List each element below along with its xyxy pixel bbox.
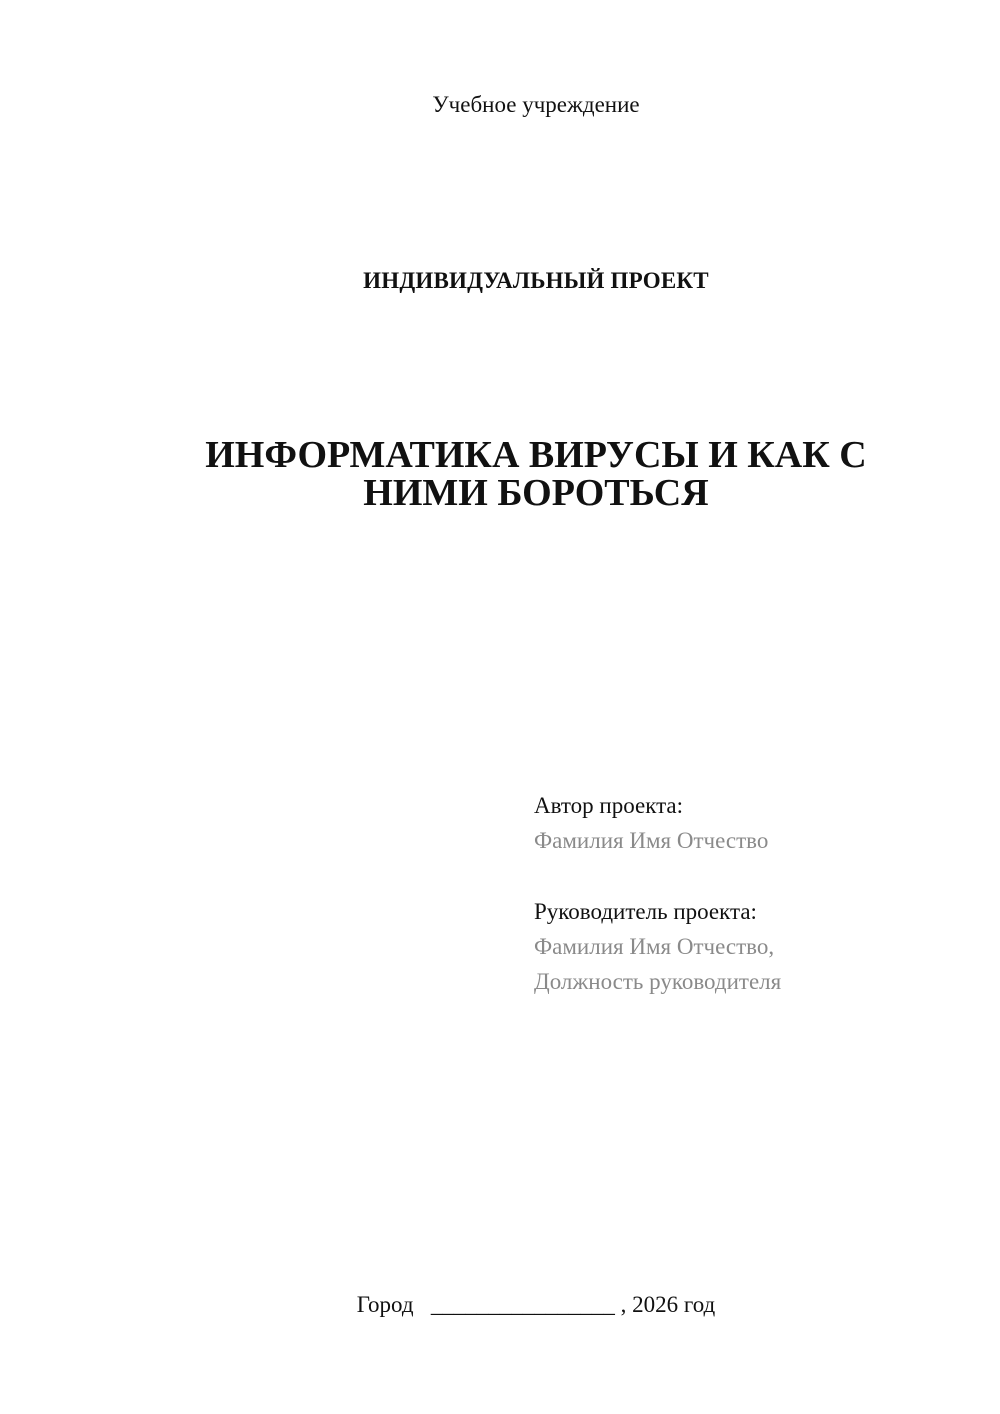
- supervisor-label: Руководитель проекта:: [534, 899, 757, 924]
- city-blank: [419, 1292, 425, 1317]
- institution-name: Учебное учреждение: [432, 92, 640, 117]
- city-label: Город: [356, 1292, 414, 1317]
- supervisor-name: Фамилия Имя Отчество,: [534, 934, 775, 959]
- city-year-line: [136, 1290, 936, 1320]
- project-info-block: [534, 788, 974, 999]
- city-blank-underscore: ________________: [430, 1292, 615, 1317]
- author-name: Фамилия Имя Отчество: [534, 828, 769, 853]
- info-spacer: [534, 858, 974, 894]
- document-title-line-2: НИМИ БОРОТЬСЯ: [363, 472, 709, 514]
- year-text: , 2026 год: [620, 1292, 716, 1317]
- document-title: [136, 436, 936, 512]
- supervisor-position: Должность руководителя: [534, 969, 782, 994]
- document-title-line-1: ИНФОРМАТИКА ВИРУСЫ И КАК С: [205, 434, 867, 476]
- author-label: Автор проекта:: [534, 793, 683, 818]
- document-type: ИНДИВИДУАЛЬНЫЙ ПРОЕКТ: [363, 268, 709, 293]
